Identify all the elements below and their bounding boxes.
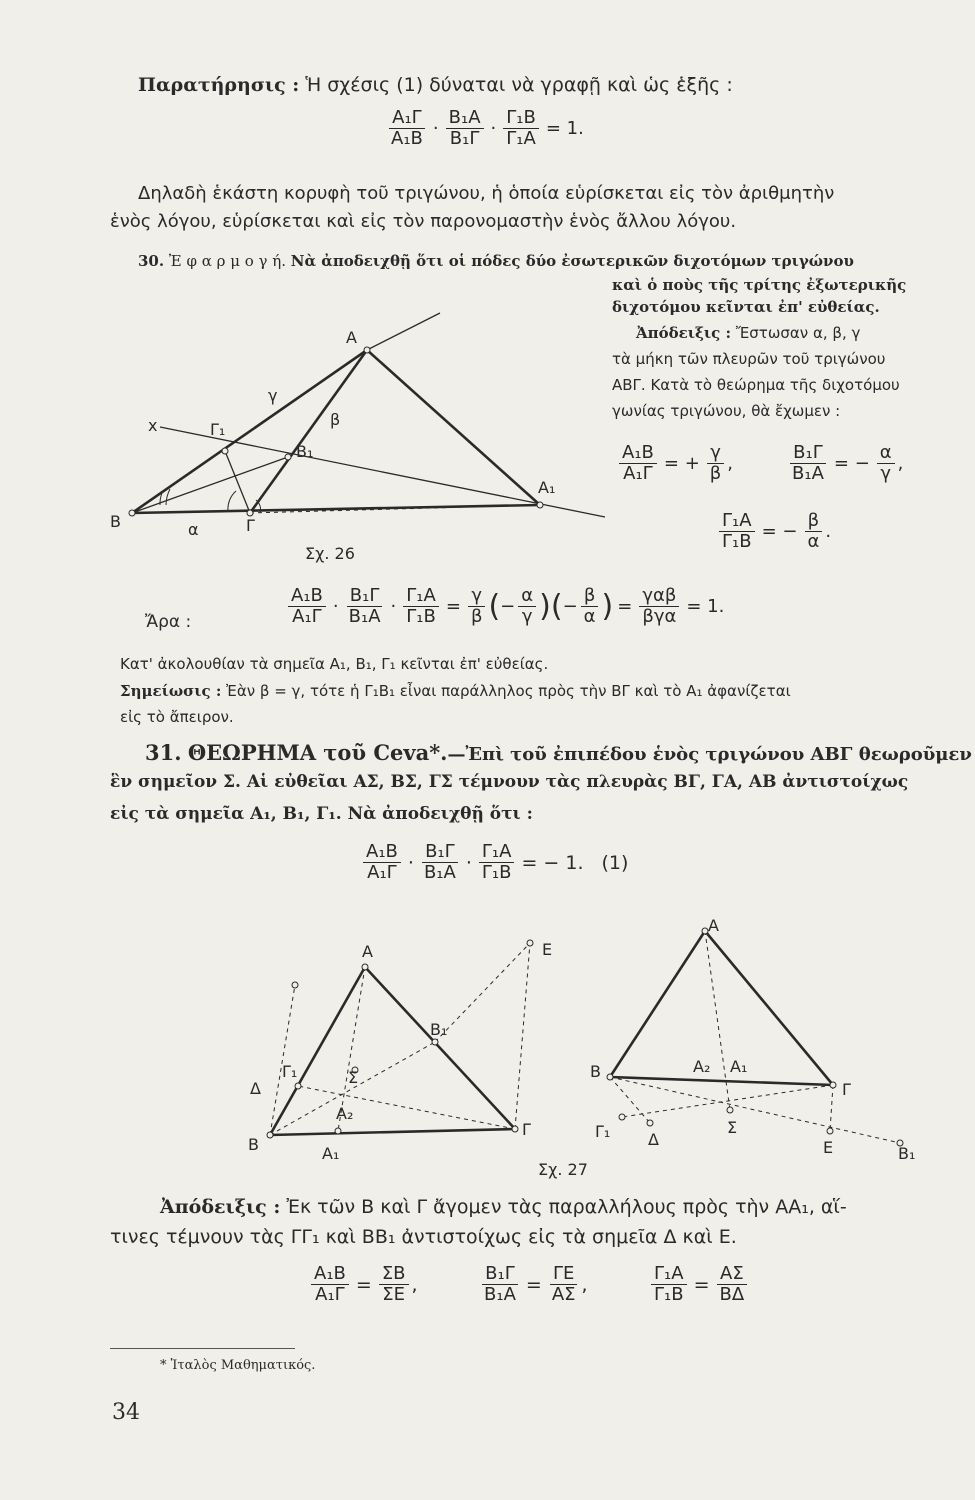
footnote: * Ἰταλὸς Μαθηματικός. — [160, 1358, 316, 1373]
frac-num: Γ₁Α — [719, 511, 755, 532]
frac-den: Β₁Γ — [449, 128, 480, 149]
note-line2: εἰς τὸ ἄπειρον. — [120, 708, 234, 726]
frac-den: Β₁Α — [484, 1284, 516, 1305]
proof-eq2 — [478, 1264, 588, 1305]
frac-num: γ — [707, 443, 724, 464]
label-D-right: Δ — [648, 1130, 659, 1149]
ext-A — [367, 313, 440, 350]
paren-open: ( — [550, 589, 563, 624]
label-G1-right: Γ₁ — [595, 1122, 611, 1141]
label-B-left: Β — [248, 1135, 259, 1154]
rhs: = 1. — [545, 118, 584, 139]
proof-line3: ΑΒΓ. Κατὰ τὸ θεώρημα τῆς διχοτόμου — [612, 376, 900, 394]
application-title: Ἐ φ α ρ μ ο γ ή. — [168, 252, 287, 270]
frac-den: Γ₁Β — [481, 862, 512, 883]
section-number: 30. — [138, 252, 165, 270]
frac-den: α — [583, 606, 596, 627]
bisector-BB1 — [132, 457, 288, 513]
equation-tag: (1) — [601, 851, 629, 874]
frac-num: ΓΕ — [550, 1264, 577, 1285]
frac-num: β — [581, 586, 599, 607]
side-AA1 — [367, 350, 540, 505]
side-AG — [250, 350, 367, 513]
frac-den: ΑΣ — [551, 1284, 576, 1305]
frac-den: Γ₁Β — [406, 606, 436, 627]
remark-label: Παρατήρησις : — [138, 74, 300, 96]
frac-num: Β₁Γ — [422, 842, 458, 863]
frac-num: Γ₁Α — [403, 586, 439, 607]
label-beta: β — [330, 410, 341, 429]
theorem-title: ΘΕΩΡΗΜΑ τοῦ Ceva*. — [187, 740, 448, 765]
frac-num: Β₁Α — [446, 108, 484, 129]
paren-close: ) — [539, 589, 551, 624]
product-formula: $\frac{\text{Α₁Β}}{\text{Α₁Γ}}$ · $\frac{\text{Β₁Γ}}{\text{Β₁Α}}$ · $\frac{\text{Γ₁Α}}{\text{Γ₁Β}}$ = $\frac{\gamma}{\beta}$ ( − $\frac{\alpha}{\gamma}$ ) ( − $\frac{\beta}{\alpha}$ ) = $\frac{\text{γαβ}}{\text{βγα}}$ = 1. — [285, 586, 728, 627]
theorem-heading — [145, 740, 972, 765]
frac-num: Α₁Β — [619, 443, 657, 464]
remark-line2: Δηλαδὴ ἑκάστη κορυφὴ τοῦ τριγώνου, ἡ ὁποία εὑρίσκεται εἰς τὸν ἀριθμητὴν — [138, 183, 835, 204]
proof-line4: γωνίας τριγώνου, θὰ ἔχωμεν : — [612, 402, 841, 420]
bisector-eq2 — [786, 443, 903, 484]
frac-num: Α₁Β — [363, 842, 401, 863]
proof-line2: τὰ μήκη τῶν πλευρῶν τοῦ τριγώνου — [612, 350, 886, 368]
frac-num: Β₁Γ — [790, 443, 826, 464]
dot-op: · — [465, 851, 472, 874]
eq-op: = — [617, 596, 633, 617]
application-heading — [138, 252, 854, 270]
side-AG-right — [705, 931, 833, 1085]
label-A-left: Α — [362, 942, 373, 961]
point-B — [129, 510, 135, 516]
frac-den: Α₁Γ — [623, 463, 653, 484]
frac-den: Γ₁Β — [654, 1284, 684, 1305]
eq-op: = — [355, 1273, 372, 1296]
dot-op: · — [390, 596, 397, 617]
frac-num: ΑΣ — [717, 1264, 747, 1285]
figure-27-caption: Σχ. 27 — [538, 1160, 588, 1179]
frac-num: Γ₁Β — [503, 108, 539, 129]
frac-den: α — [807, 531, 820, 552]
eq-op: = — [445, 596, 461, 617]
figure-26-caption: Σχ. 26 — [305, 544, 355, 563]
paren-open: ( — [488, 589, 501, 624]
side-AB — [132, 350, 367, 513]
proof-text: Ἐκ τῶν Β καὶ Γ ἄγομεν τὰς παραλλήλους πρὸς τὴν ΑΑ₁, αἵ- — [286, 1196, 847, 1218]
frac-num: Α₁Β — [288, 586, 326, 607]
dot-op: · — [490, 118, 497, 139]
statement-text-2: καὶ ὁ ποὺς τῆς τρίτης ἐξωτερικῆς — [612, 276, 907, 294]
proof-eq3 — [648, 1264, 750, 1305]
frac-den: ΣΕ — [382, 1284, 406, 1305]
figure-27 — [230, 905, 930, 1185]
frac-num: ΣΒ — [379, 1264, 409, 1285]
frac-num: Α₁Β — [311, 1264, 349, 1285]
point-A1 — [537, 502, 543, 508]
footnote-rule — [110, 1348, 295, 1349]
theorem-line3: εἰς τὰ σημεῖα Α₁, Β₁, Γ₁. Νὰ ἀποδειχθῇ ὅτι : — [110, 804, 533, 824]
label-A1-left: Α₁ — [322, 1144, 340, 1163]
theorem-text: —Ἐπὶ τοῦ ἐπιπέδου ἑνὸς τριγώνου ΑΒΓ θεωροῦμεν — [447, 744, 972, 765]
frac-num: Β₁Γ — [347, 586, 383, 607]
page-number: 34 — [112, 1400, 140, 1425]
frac-den: γ — [521, 606, 533, 627]
label-G1-left: Γ₁ — [282, 1062, 298, 1081]
label-G1: Γ₁ — [210, 420, 226, 439]
label-A2-right: Α₂ — [693, 1057, 711, 1076]
label-A: Α — [346, 328, 357, 347]
proof-line1 — [636, 324, 860, 342]
proof-label: Ἀπόδειξις : — [636, 324, 732, 342]
side-BG-left — [270, 1129, 515, 1135]
frac-den: Α₁Γ — [292, 606, 322, 627]
frac-den: βγα — [642, 606, 677, 627]
label-G-left: Γ — [522, 1120, 531, 1139]
frac-num: Β₁Γ — [482, 1264, 518, 1285]
point-G1 — [222, 448, 228, 454]
label-A2-left: Α₂ — [336, 1104, 354, 1123]
theorem-line2: ἓν σημεῖον Σ. Αἱ εὐθεῖαι ΑΣ, ΒΣ, ΓΣ τέμνουν τὰς πλευρὰς ΒΓ, ΓΑ, ΑΒ ἀντιστοίχως — [110, 772, 909, 792]
label-D-left: Δ — [250, 1079, 261, 1098]
label-B1-right: Β₁ — [898, 1144, 916, 1163]
note-label: Σημείωσις : — [120, 682, 222, 700]
eq-op: = — [525, 1273, 542, 1296]
op: = + — [663, 453, 700, 474]
frac-num: α — [877, 443, 895, 464]
conclusion: Κατ' ἀκολουθίαν τὰ σημεῖα Α₁, Β₁, Γ₁ κεῖνται ἐπ' εὐθείας. — [120, 655, 549, 673]
label-G: Γ — [246, 516, 255, 535]
proof-line1-ceva — [160, 1196, 847, 1218]
label-B-right: Β — [590, 1062, 601, 1081]
figure-26 — [100, 295, 620, 575]
frac-num: α — [518, 586, 536, 607]
frac-den: β — [709, 463, 722, 484]
label-alpha: α — [188, 520, 199, 539]
remark-text: Ἡ σχέσις (1) δύναται νὰ γραφῇ καὶ ὡς ἑξῆς : — [305, 74, 733, 96]
label-A-right: Α — [708, 916, 719, 935]
statement-text: Νὰ ἀποδειχθῇ ὅτι οἱ πόδες δύο ἐσωτερικῶν διχοτόμων τριγώνου — [290, 252, 854, 270]
side-BA1 — [132, 505, 540, 513]
proof-line2-ceva: τινες τέμνουν τὰς ΓΓ₁ καὶ ΒΒ₁ ἀντιστοίχως εἰς τὰ σημεῖα Δ καὶ Ε. — [110, 1226, 737, 1248]
frac-num: γαβ — [639, 586, 679, 607]
label-x: x — [148, 416, 158, 435]
rhs: = − 1. — [521, 851, 584, 874]
frac-den: Α₁Γ — [315, 1284, 345, 1305]
bisector-eq1 — [616, 443, 733, 484]
label-E-left: Ε — [542, 940, 553, 959]
note-line — [120, 682, 791, 700]
statement-text-3: διχοτόμου κεῖνται ἐπ' εὐθείας. — [612, 298, 880, 316]
side-BG-right — [610, 1077, 833, 1085]
remark-formula — [385, 108, 588, 149]
frac-den: γ — [880, 463, 892, 484]
frac-num: γ — [468, 586, 485, 607]
ext-B1E — [435, 943, 530, 1042]
label-gamma: γ — [268, 386, 278, 405]
frac-num: Α₁Γ — [389, 108, 425, 129]
bisector-eq3 — [716, 511, 831, 552]
dot-op: · — [432, 118, 439, 139]
frac-den: β — [470, 606, 483, 627]
point-B1 — [285, 454, 291, 460]
remark-line — [138, 72, 733, 99]
frac-den: Β₁Α — [423, 862, 456, 883]
dot-op: · — [332, 596, 339, 617]
label-S-left: Σ — [348, 1068, 359, 1087]
label-E-right: Ε — [823, 1138, 834, 1157]
parallel-BD-right — [610, 1077, 650, 1123]
remark-line3: ἑνὸς λόγου, εὑρίσκεται καὶ εἰς τὸν παρονομαστὴν ἑνὸς ἄλλου λόγου. — [110, 211, 737, 232]
angle-mark — [166, 489, 170, 505]
paren-close: ) — [601, 589, 614, 624]
op: = − — [833, 453, 870, 474]
proof-eq1 — [308, 1264, 418, 1305]
label-G-right: Γ — [842, 1080, 851, 1099]
frac-den: Β₁Α — [348, 606, 381, 627]
therefore-label: Ἄρα : — [145, 612, 192, 632]
sep: , — [897, 453, 904, 474]
frac-num: Γ₁Α — [651, 1264, 687, 1285]
rhs: = 1. — [686, 596, 725, 617]
section-number: 31. — [145, 740, 182, 765]
eq-op: = — [693, 1273, 710, 1296]
side-AB-right — [610, 931, 705, 1077]
parallel-GE-right — [830, 1085, 833, 1131]
parallel-GE — [515, 943, 530, 1129]
proof-label-ceva: Ἀπόδειξις : — [160, 1196, 281, 1218]
frac-num: β — [805, 511, 823, 532]
sep: , — [581, 1273, 588, 1296]
frac-den: Α₁Β — [391, 128, 423, 149]
frac-den: Β₁Α — [792, 463, 824, 484]
sep: , — [727, 453, 734, 474]
label-A1: Α₁ — [538, 478, 556, 497]
frac-den: Γ₁Α — [506, 128, 536, 149]
dot-op: · — [407, 851, 414, 874]
label-B1-left: Β₁ — [430, 1020, 448, 1039]
point-A — [364, 347, 370, 353]
label-B: Β — [110, 512, 121, 531]
label-S-right: Σ — [727, 1118, 738, 1137]
frac-den: ΒΔ — [719, 1284, 745, 1305]
ceva-formula — [360, 842, 628, 883]
side-AG-left — [365, 967, 515, 1129]
frac-den: Γ₁Β — [722, 531, 752, 552]
note-text: Ἐὰν β = γ, τότε ἡ Γ₁Β₁ εἶναι παράλληλος πρὸς τὴν ΒΓ καὶ τὸ Α₁ ἀφανίζεται — [226, 682, 791, 700]
frac-num: Γ₁Α — [479, 842, 515, 863]
proof-text: Ἔστωσαν α, β, γ — [735, 324, 861, 342]
angle-mark — [228, 491, 236, 511]
label-A1-right: Α₁ — [730, 1057, 748, 1076]
sep: , — [411, 1273, 418, 1296]
sep: . — [825, 521, 832, 542]
label-B1: Β₁ — [296, 442, 314, 461]
frac-den: Α₁Γ — [367, 862, 397, 883]
op: = − — [761, 521, 798, 542]
